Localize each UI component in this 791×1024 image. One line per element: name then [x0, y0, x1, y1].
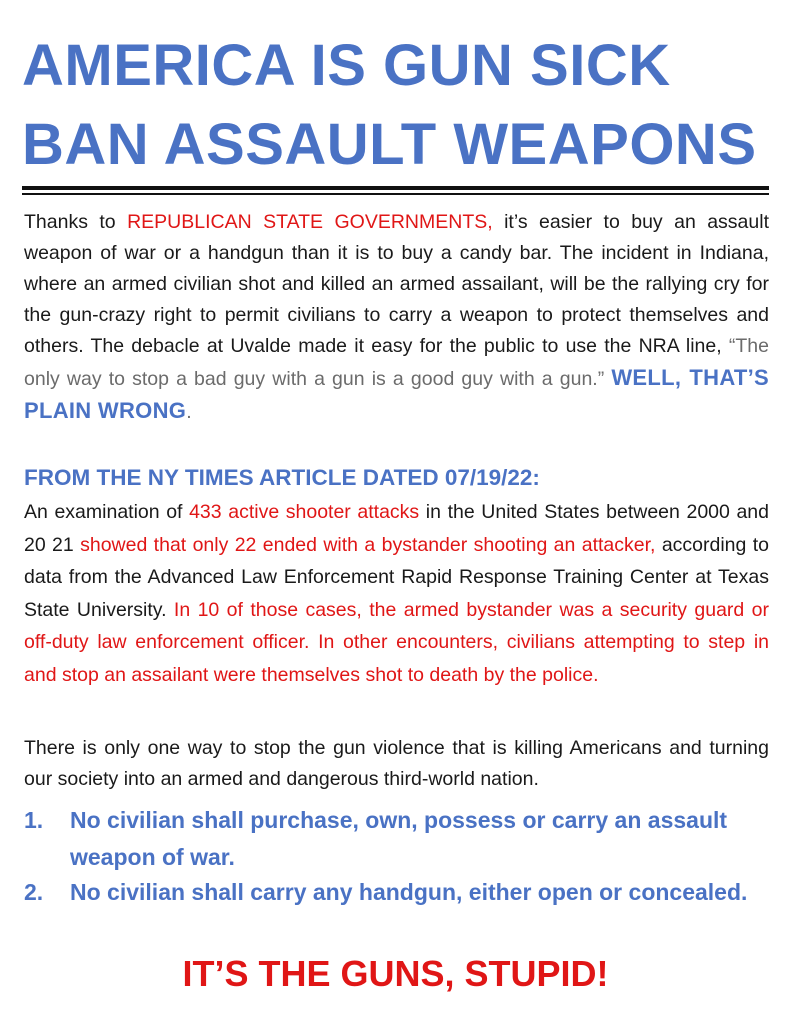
article-source-text: according to data from the Advanced Law Enforcement Rapid Response Training Center at Texas State University.	[24, 533, 769, 621]
demand-text: No civilian shall purchase, own, possess or carry an assault weapon of war.	[70, 807, 728, 870]
intro-text-continued: it’s easier to buy an assault weapon of war or a handgun than it is to buy a candy bar. The incident in Indiana, where an armed civilian shot and killed an armed assailant, will be the rallying cry for the gun-crazy right to permit civilians to carry a weapon to protect themselves and others. The debacle at Uvalde made it easy for the public to use the NRA line,	[24, 211, 769, 357]
plain-wrong-emphasis: WELL, THAT’S PLAIN WRONG	[24, 365, 769, 423]
article-text-continued: in the United States between 2000 and 20 21	[24, 501, 769, 556]
attacks-count-highlight: 433 active shooter attacks	[189, 501, 420, 523]
intro-text: Thanks to	[24, 211, 128, 233]
bystander-stat-highlight: showed that only 22 ended with a bystander shooting an attacker,	[80, 533, 656, 556]
headline-line-2: BAN ASSAULT WEAPONS	[22, 112, 757, 177]
demand-text: No civilian shall carry any handgun, either open or concealed.	[70, 879, 748, 905]
guard-cases-highlight: In 10 of those cases, the armed bystander was a security guard or off-duty law enforcement officer. In other encounters, civilians attempting to step in and stop an assailant were themselves shot to death by the police.	[24, 598, 769, 686]
article-text: An examination of	[24, 501, 190, 523]
republican-highlight: REPUBLICAN STATE GOVERNMENTS,	[127, 211, 493, 233]
intro-end-period: .	[186, 401, 192, 423]
demand-number: 1.	[24, 807, 44, 833]
nra-quote: “The only way to stop a bad guy with a gun is a good guy with a gun.”	[24, 335, 769, 390]
demand-number: 2.	[24, 879, 44, 905]
demand-item-1	[24, 802, 774, 876]
headline-line-1: AMERICA IS GUN SICK	[22, 33, 671, 98]
slogan: IT’S THE GUNS, STUPID!	[182, 953, 609, 994]
demand-item-2	[24, 874, 774, 911]
divider-thin	[22, 193, 769, 195]
intro-paragraph	[24, 207, 769, 428]
closing-paragraph: There is only one way to stop the gun violence that is killing Americans and turning our society into an armed and dangerous third-world nation.	[24, 737, 769, 790]
divider-thick	[22, 186, 769, 190]
article-paragraph	[24, 496, 769, 692]
article-heading: FROM THE NY TIMES ARTICLE DATED 07/19/22:	[24, 465, 540, 490]
